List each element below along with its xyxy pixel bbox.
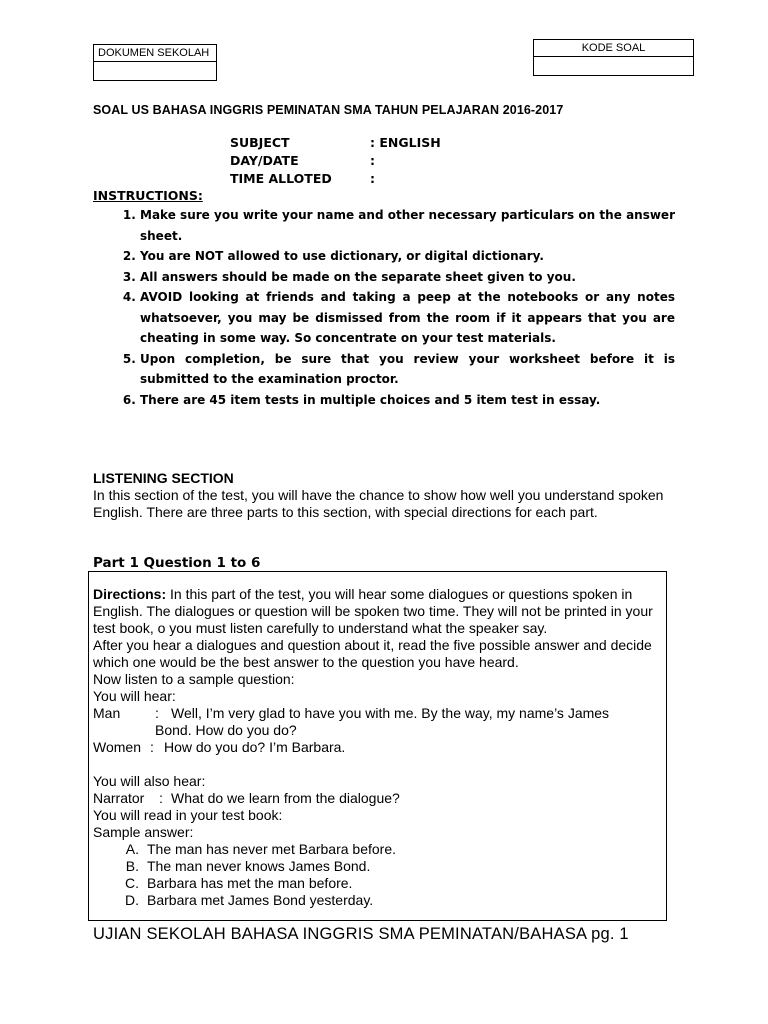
- women-text: How do you do? I’m Barbara.: [164, 739, 346, 755]
- after-text: After you hear a dialogues and question about it, read the five possible answer and decide which one would be the best answer to the question you have heard.: [93, 637, 652, 670]
- instruction-item: 3. All answers should be made on the separate sheet given to you.: [140, 267, 675, 288]
- directions-box: [88, 571, 667, 921]
- you-will-also-hear: You will also hear:: [93, 773, 206, 789]
- instructions-list: [93, 205, 675, 410]
- option-letter: C.: [125, 875, 139, 891]
- answer-option: [117, 892, 662, 909]
- subject-row: [230, 135, 530, 152]
- blank-line: [93, 756, 662, 773]
- answer-option: [117, 858, 662, 875]
- sample-intro: Now listen to a sample question:: [93, 671, 295, 687]
- listening-section-heading: LISTENING SECTION: [93, 470, 234, 486]
- instruction-item: 6. There are 45 item tests in multiple choices and 5 item test in essay.: [140, 390, 675, 411]
- directions-paragraph: [93, 586, 662, 637]
- man-label: Man: [93, 705, 121, 721]
- man-line: [93, 705, 662, 722]
- option-text: Barbara met James Bond yesterday.: [147, 892, 374, 908]
- subject-value: : ENGLISH: [370, 135, 441, 150]
- time-alloted-value: :: [370, 171, 375, 186]
- option-text: The man has never met Barbara before.: [147, 841, 397, 857]
- answer-option: [117, 841, 662, 858]
- page-footer: UJIAN SEKOLAH BAHASA INGGRIS SMA PEMINATAN/BAHASA pg. 1: [93, 925, 629, 943]
- man-line2: Bond. How do you do?: [155, 722, 297, 738]
- option-letter: D.: [125, 892, 139, 908]
- women-label: Women: [93, 739, 141, 755]
- man-line1: Well, I’m very glad to have you with me. By the way, my name’s James: [171, 705, 610, 721]
- instructions-heading: INSTRUCTIONS:: [93, 188, 203, 203]
- answer-option: [117, 875, 662, 892]
- day-date-row: [230, 153, 530, 170]
- narrator-colon: :: [159, 790, 163, 806]
- instruction-item: 4. AVOID looking at friends and taking a peep at the notebooks or any notes whatsoever, you may be dismissed from the room if it appears that you are cheating in some way. So concentrate on your test materials.: [140, 287, 675, 349]
- kode-soal-label: KODE SOAL: [534, 40, 694, 57]
- day-date-value: :: [370, 153, 375, 168]
- option-text: Barbara has met the man before.: [147, 875, 353, 891]
- narrator-label: Narrator: [93, 790, 145, 806]
- dokumen-sekolah-box: [93, 44, 217, 81]
- day-date-key: DAY/DATE: [230, 153, 299, 168]
- you-will-hear: You will hear:: [93, 688, 176, 704]
- kode-soal-value: [534, 57, 694, 76]
- narrator-text: What do we learn from the dialogue?: [171, 790, 400, 806]
- answer-options: [93, 841, 662, 909]
- option-letter: B.: [125, 858, 139, 874]
- read-in-book: You will read in your test book:: [93, 807, 283, 823]
- instruction-item: 5. Upon completion, be sure that you review your worksheet before it is submitted to the examination proctor.: [140, 349, 675, 390]
- man-colon: :: [155, 705, 159, 721]
- instruction-item: 1. Make sure you write your name and other necessary particulars on the answer sheet.: [140, 205, 675, 246]
- directions-label: Directions:: [93, 586, 167, 602]
- time-alloted-row: [230, 171, 530, 188]
- listening-section-intro: In this section of the test, you will have the chance to show how well you understand spoken English. There are three parts to this section, with special directions for each part.: [93, 487, 664, 520]
- document-title: SOAL US BAHASA INGGRIS PEMINATAN SMA TAHUN PELAJARAN 2016-2017: [93, 103, 564, 117]
- subject-key: SUBJECT: [230, 135, 290, 150]
- sample-answer-label: Sample answer:: [93, 824, 194, 840]
- women-line: [93, 739, 662, 756]
- option-letter: A.: [125, 841, 139, 857]
- women-colon: :: [150, 739, 154, 755]
- option-text: The man never knows James Bond.: [147, 858, 371, 874]
- time-alloted-key: TIME ALLOTED: [230, 171, 332, 186]
- instruction-item: 2. You are NOT allowed to use dictionary, or digital dictionary.: [140, 246, 675, 267]
- directions-text: In this part of the test, you will hear some dialogues or questions spoken in English. The dialogues or question will be spoken two time. They will not be printed in your test book, o you must listen carefully to understand what the speaker say.: [93, 586, 653, 636]
- dokumen-sekolah-label: DOKUMEN SEKOLAH: [94, 45, 217, 62]
- kode-soal-box: [533, 39, 694, 76]
- narrator-line: [93, 790, 662, 807]
- part1-heading: Part 1 Question 1 to 6: [93, 555, 261, 571]
- dokumen-sekolah-value: [94, 62, 217, 81]
